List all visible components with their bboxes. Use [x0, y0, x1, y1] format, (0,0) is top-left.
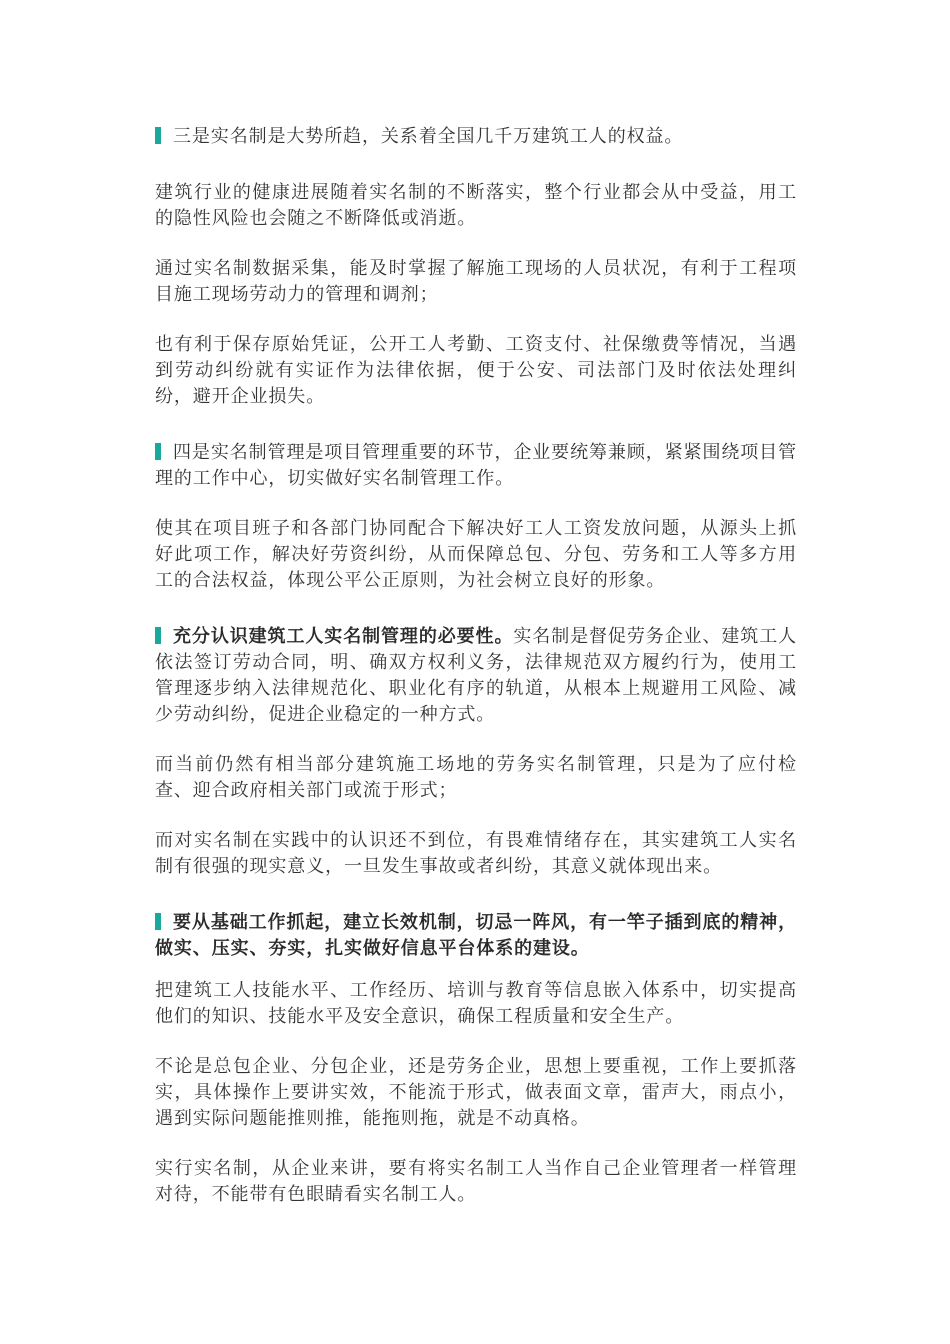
- paragraph-text: 而对实名制在实践中的认识还不到位，有畏难情绪存在，其实建筑工人实名制有很强的现实意义，一旦发生事故或者纠纷，其意义就体现出来。: [155, 830, 797, 877]
- paragraph: [155, 516, 797, 594]
- paragraph-text: 使其在项目班子和各部门协同配合下解决好工人工资发放问题，从源头上抓好此项工作，解决好劳资纠纷，从而保障总包、分包、劳务和工人等多方用工的合法权益，体现公平公正原则，为社会树立良好的形象。: [155, 518, 797, 591]
- paragraph-text: 也有利于保存原始凭证，公开工人考勤、工资支付、社保缴费等情况，当遇到劳动纠纷就有实证作为法律依据，便于公安、司法部门及时依法处理纠纷，避开企业损失。: [155, 334, 797, 407]
- paragraph-text: 通过实名制数据采集，能及时掌握了解施工现场的人员状况，有利于工程项目施工现场劳动力的管理和调剂；: [155, 258, 797, 305]
- paragraph: [155, 752, 797, 804]
- paragraph-text: 四是实名制管理是项目管理重要的环节，企业要统筹兼顾，紧紧围绕项目管理的工作中心，切实做好实名制管理工作。: [155, 442, 797, 489]
- paragraph: [155, 256, 797, 308]
- paragraph-text: 实名制是督促劳务企业、建筑工人依法签订劳动合同，明、确双方权利义务，法律规范双方履约行为，使用工管理逐步纳入法律规范化、职业化有序的轨道，从根本上规避用工风险、减少劳动纠纷，促进企业稳定的一种方式。: [155, 626, 797, 725]
- section-heading-bold: 要从基础工作抓起，建立长效机制，切忌一阵风，有一竿子插到底的精神，做实、压实、夯实，扎实做好信息平台体系的建设。: [155, 912, 797, 959]
- section-heading-1: [155, 124, 797, 150]
- section-marker-icon: [155, 443, 161, 460]
- paragraph: [155, 978, 797, 1030]
- paragraph: [155, 1054, 797, 1132]
- paragraph: [155, 1156, 797, 1208]
- paragraph: [155, 332, 797, 410]
- paragraph: [155, 828, 797, 880]
- paragraph-text: 实行实名制，从企业来讲，要有将实名制工人当作自己企业管理者一样管理对待，不能带有色眼睛看实名制工人。: [155, 1158, 797, 1205]
- section-marker-icon: [155, 913, 161, 930]
- document-body: [155, 124, 797, 1208]
- section-marker-icon: [155, 627, 161, 644]
- paragraph-text: 建筑行业的健康进展随着实名制的不断落实，整个行业都会从中受益，用工的隐性风险也会随之不断降低或消逝。: [155, 182, 797, 229]
- section-heading-3: [155, 624, 797, 728]
- section-marker-icon: [155, 127, 161, 144]
- paragraph-text: 三是实名制是大势所趋，关系着全国几千万建筑工人的权益。: [173, 126, 684, 147]
- paragraph-text: 不论是总包企业、分包企业，还是劳务企业，思想上要重视，工作上要抓落实，具体操作上要讲实效，不能流于形式，做表面文章，雷声大，雨点小，遇到实际问题能推则推，能拖则拖，就是不动真格。: [155, 1056, 797, 1129]
- section-heading-2: [155, 440, 797, 492]
- section-heading-bold: 充分认识建筑工人实名制管理的必要性。: [173, 626, 514, 647]
- paragraph-text: 把建筑工人技能水平、工作经历、培训与教育等信息嵌入体系中，切实提高他们的知识、技能水平及安全意识，确保工程质量和安全生产。: [155, 980, 797, 1027]
- section-heading-4: [155, 910, 797, 962]
- paragraph: [155, 180, 797, 232]
- paragraph-text: 而当前仍然有相当部分建筑施工场地的劳务实名制管理，只是为了应付检查、迎合政府相关部门或流于形式；: [155, 754, 797, 801]
